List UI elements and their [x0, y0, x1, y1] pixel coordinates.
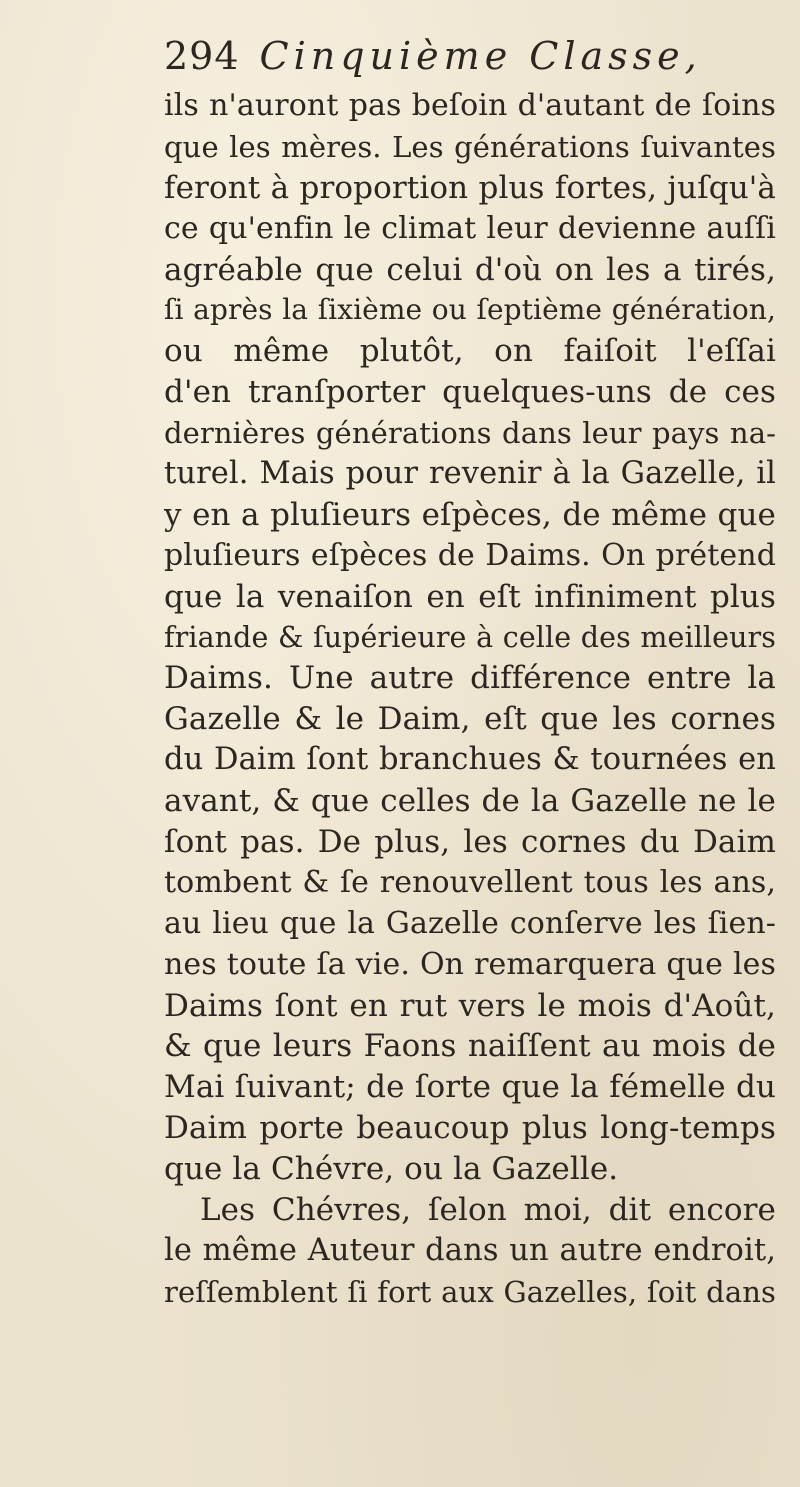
text-line: ſi après la ſixième ou ſeptième génération,: [164, 293, 776, 327]
text-line: Daims ſont en rut vers le mois d'Août,: [164, 987, 776, 1024]
text-line: Mai ſuivant; de ſorte que la fémelle du: [164, 1069, 776, 1106]
page-header: [164, 34, 702, 86]
text-line: ſont pas. De plus, les cornes du Daim: [164, 824, 776, 861]
text-line: du Daim ſont branchues & tournées en: [164, 742, 776, 778]
text-line: Daims. Une autre différence entre la: [164, 660, 776, 697]
text-line: Gazelle & le Daim, eſt que les cornes: [164, 701, 776, 738]
text-line: & que leurs Faons naiſſent au mois de: [164, 1028, 776, 1065]
text-line: turel. Mais pour revenir à la Gazelle, il: [164, 456, 776, 492]
text-line: Daim porte beaucoup plus long-temps: [164, 1110, 776, 1147]
text-line: reſſemblent ſi fort aux Gazelles, ſoit dans: [164, 1274, 776, 1309]
text-line: feront à proportion plus fortes, juſqu'à: [164, 169, 776, 206]
running-head: Cinquième Classe,: [259, 34, 702, 78]
text-line: que les mères. Les générations ſuivantes: [164, 129, 776, 164]
text-line: dernières générations dans leur pays na-: [164, 416, 776, 451]
text-line: que la Chévre, ou la Gazelle.: [164, 1151, 619, 1188]
text-line: y en a pluſieurs eſpèces, de même que: [164, 496, 776, 533]
text-line: ils n'auront pas beſoin d'autant de ſoins: [164, 88, 776, 123]
text-line: tombent & ſe renouvellent tous les ans,: [164, 864, 776, 900]
text-line: que la venaiſon en eſt infiniment plus: [164, 578, 776, 615]
text-line: pluſieurs eſpèces de Daims. On prétend: [164, 537, 776, 573]
text-line: friande & ſupérieure à celle des meilleurs: [164, 620, 776, 654]
text-line: au lieu que la Gazelle conſerve les ſien-: [164, 905, 776, 941]
text-line: d'en tranſporter quelques-uns de ces: [164, 374, 776, 411]
text-line: le même Auteur dans un autre endroit,: [164, 1232, 776, 1268]
page-number: 294: [164, 34, 240, 78]
text-line: agréable que celui d'où on les a tirés,: [164, 251, 776, 288]
body-text: [164, 86, 776, 1313]
text-line: ce qu'enfin le climat leur devienne auſſi: [164, 210, 776, 246]
text-line: nes toute ſa vie. On remarquera que les: [164, 946, 776, 982]
text-line: Les Chévres, ſelon moi, dit encore: [200, 1192, 776, 1229]
text-line: avant, & que celles de la Gazelle ne le: [164, 783, 776, 820]
text-line: ou même plutôt, on faiſoit l'eſſai: [164, 333, 776, 370]
